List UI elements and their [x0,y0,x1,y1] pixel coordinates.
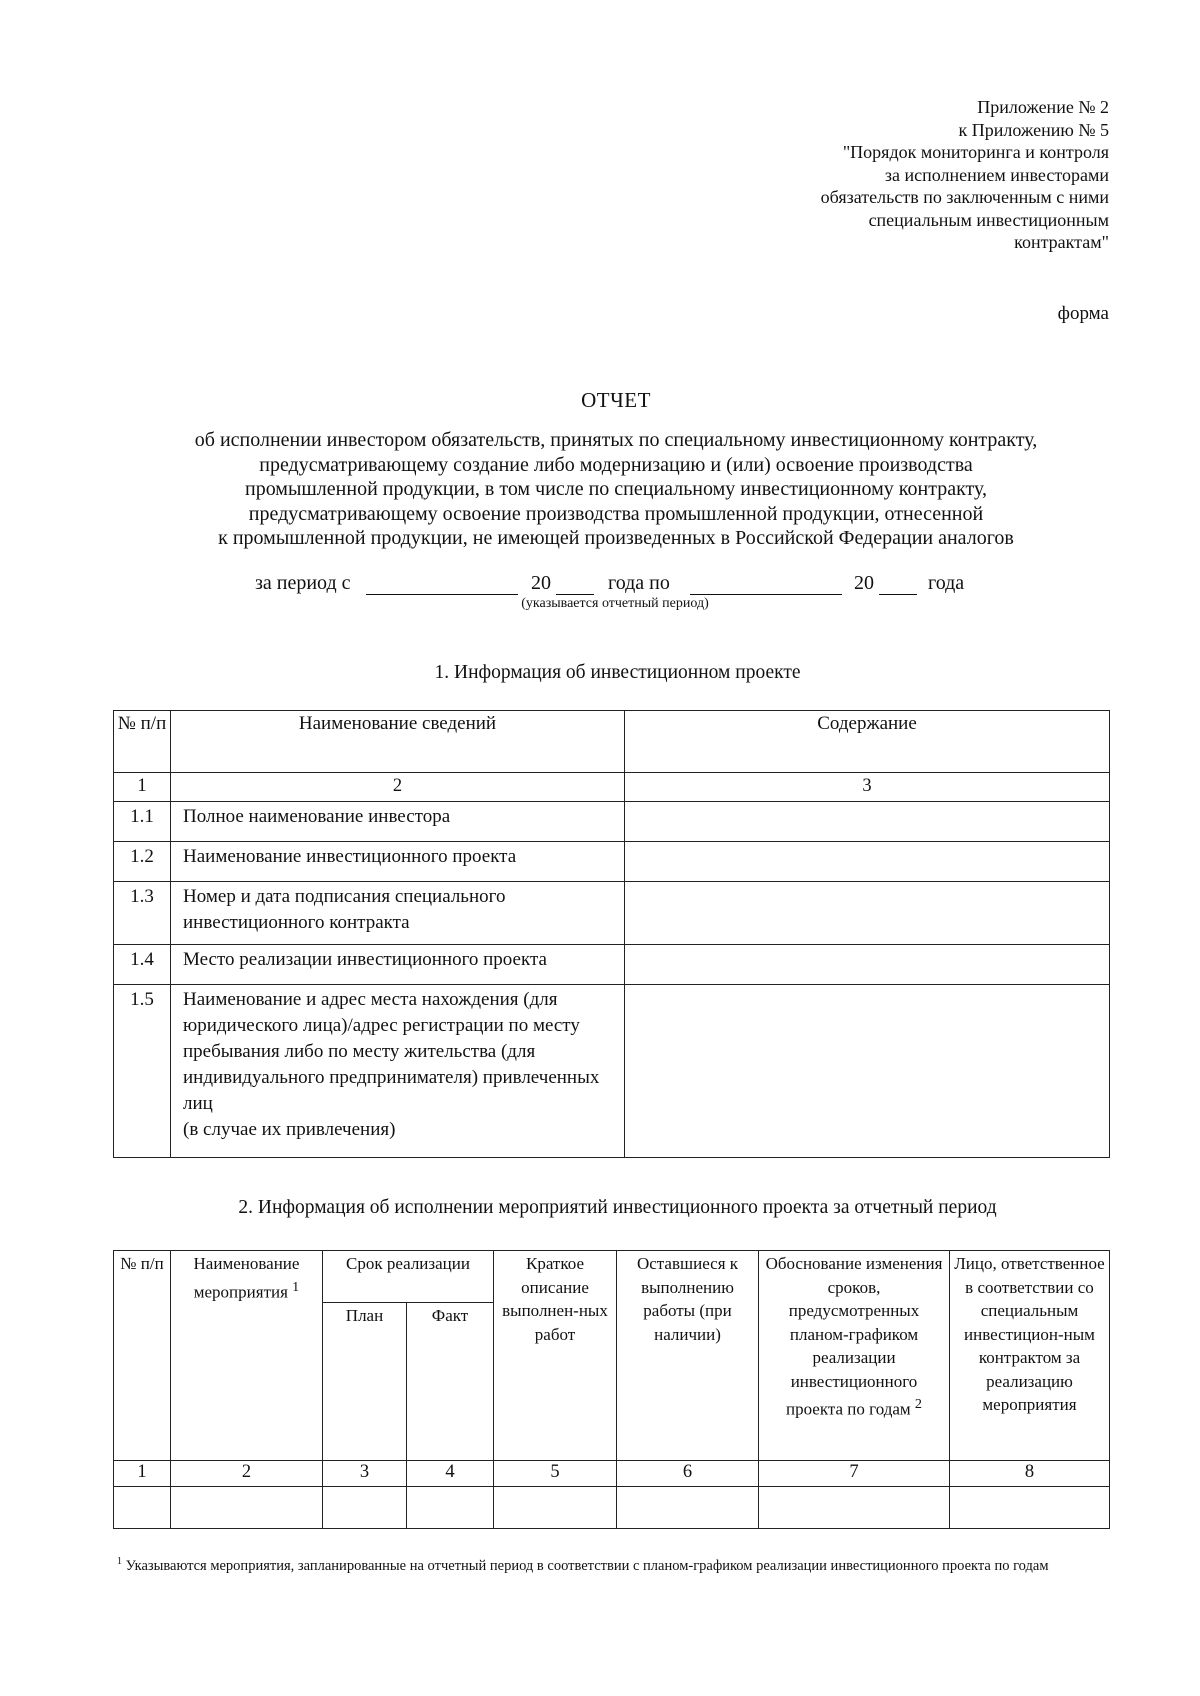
appendix-line: к Приложению № 5 [958,119,1109,140]
col-number: 4 [407,1461,494,1487]
appendix-line: Приложение № 2 [977,97,1109,117]
header-term: Срок реализации [323,1251,494,1303]
row-name: Номер и дата подписания специального инвестиционного контракта [171,882,625,945]
table-header-row [114,1251,1110,1303]
period-year2-line[interactable] [879,594,917,595]
empty-cell[interactable] [494,1487,617,1529]
empty-cell[interactable] [407,1487,494,1529]
row-num: 1.4 [114,945,171,985]
header-activity-name-text: Наименование мероприятия [193,1254,300,1302]
subtitle-line: об исполнении инвестором обязательств, принятых по специальному инвестиционному контракту, [194,429,1038,451]
row-num: 1.1 [114,802,171,842]
column-number-row [114,1461,1110,1487]
period-year1-line[interactable] [556,594,594,595]
col-number: 3 [323,1461,407,1487]
section1-title: 1. Информация об инвестиционном проекте [434,662,801,683]
document-subtitle [100,428,1132,551]
appendix-header [689,96,1109,254]
row-name-note: (в случае их привлечения) [183,1119,396,1140]
appendix-line: обязательств по заключенным с ними [820,187,1109,207]
col-number: 1 [114,773,171,802]
row-content[interactable] [625,842,1110,882]
period-year2: 20 [854,572,874,594]
row-name-cell [171,985,625,1158]
empty-cell[interactable] [950,1487,1110,1529]
col-number: 2 [171,1461,323,1487]
row-content[interactable] [625,882,1110,945]
row-name: Наименование и адрес места нахождения (для юридического лица)/адрес регистрации по месту пребывания либо по месту жительства (для индивидуального предпринимателя) привлеченных лиц [183,989,600,1114]
header-plan: План [323,1303,407,1461]
row-content[interactable] [625,802,1110,842]
document-title: ОТЧЕТ [581,388,651,412]
header-description: Краткое описание выполнен-ных работ [494,1251,617,1461]
appendix-line: специальным инвестиционным [868,209,1109,230]
header-fact: Факт [407,1303,494,1461]
col-number: 3 [625,773,1110,802]
footnote-ref: 2 [914,1396,922,1412]
col-number: 2 [171,773,625,802]
table-row [114,945,1110,985]
col-number: 5 [494,1461,617,1487]
period-start-date-line[interactable] [366,594,518,595]
header-name: Наименование сведений [171,711,625,773]
table-header-row [114,711,1110,773]
footnote [117,1551,1107,1577]
header-responsible-person: Лицо, ответственное в соответствии со специальным инвестицион-ным контрактом за реализацию мероприятия [950,1251,1110,1461]
period-note: (указывается отчетный период) [521,596,709,611]
period-end-date-line[interactable] [690,594,842,595]
col-number: 1 [114,1461,171,1487]
period-to-label: года по [608,572,670,594]
header-content: Содержание [625,711,1110,773]
form-label: форма [1057,303,1109,324]
row-content[interactable] [625,945,1110,985]
appendix-line: контрактам" [1014,232,1109,252]
period-end-label: года [928,572,965,594]
row-num: 1.5 [114,985,171,1158]
empty-cell[interactable] [617,1487,759,1529]
subtitle-line: предусматривающему освоение производства промышленной продукции, отнесенной [248,502,984,525]
empty-cell[interactable] [171,1487,323,1529]
col-number: 8 [950,1461,1110,1487]
footnote-marker: 1 [117,1556,122,1567]
header-num: № п/п [114,1251,171,1461]
header-justification [759,1251,950,1461]
subtitle-line: предусматривающему создание либо модернизацию и (или) освоение производства [259,453,973,476]
col-number: 6 [617,1461,759,1487]
header-num: № п/п [114,711,171,773]
period-year1: 20 [531,572,551,594]
row-content[interactable] [625,985,1110,1158]
project-info-table [113,710,1110,1158]
appendix-line: за исполнением инвесторами [884,164,1109,185]
empty-cell[interactable] [114,1487,171,1529]
table-row [114,842,1110,882]
footnote-ref: 1 [292,1278,300,1295]
table-row [114,802,1110,842]
row-num: 1.2 [114,842,171,882]
table-row [114,1487,1110,1529]
row-name: Место реализации инвестиционного проекта [171,945,625,985]
header-remaining: Оставшиеся к выполнению работы (при наличии) [617,1251,759,1461]
empty-cell[interactable] [759,1487,950,1529]
column-number-row [114,773,1110,802]
subtitle-line: к промышленной продукции, не имеющей произведенных в Российской Федерации аналогов [218,527,1014,549]
header-activity-name [171,1251,323,1461]
table-row [114,882,1110,945]
empty-cell[interactable] [323,1487,407,1529]
row-name: Полное наименование инвестора [171,802,625,842]
activities-table [113,1250,1110,1529]
appendix-line: "Порядок мониторинга и контроля [842,142,1109,162]
table-row [114,985,1110,1158]
col-number: 7 [759,1461,950,1487]
header-justification-text: Обоснование изменения сроков, предусмотренных планом-графиком реализации инвестиционного проекта по годам [765,1254,943,1419]
section2-title: 2. Информация об исполнении мероприятий инвестиционного проекта за отчетный период [238,1197,997,1218]
subtitle-line: промышленной продукции, в том числе по специальному инвестиционному контракту, [244,478,987,500]
row-name: Наименование инвестиционного проекта [171,842,625,882]
footnote-text: Указываются мероприятия, запланированные на отчетный период в соответствии с планом-графиком реализации инвестиционного проекта по годам [125,1557,1049,1574]
period-from-label: за период с [255,572,351,594]
row-num: 1.3 [114,882,171,945]
